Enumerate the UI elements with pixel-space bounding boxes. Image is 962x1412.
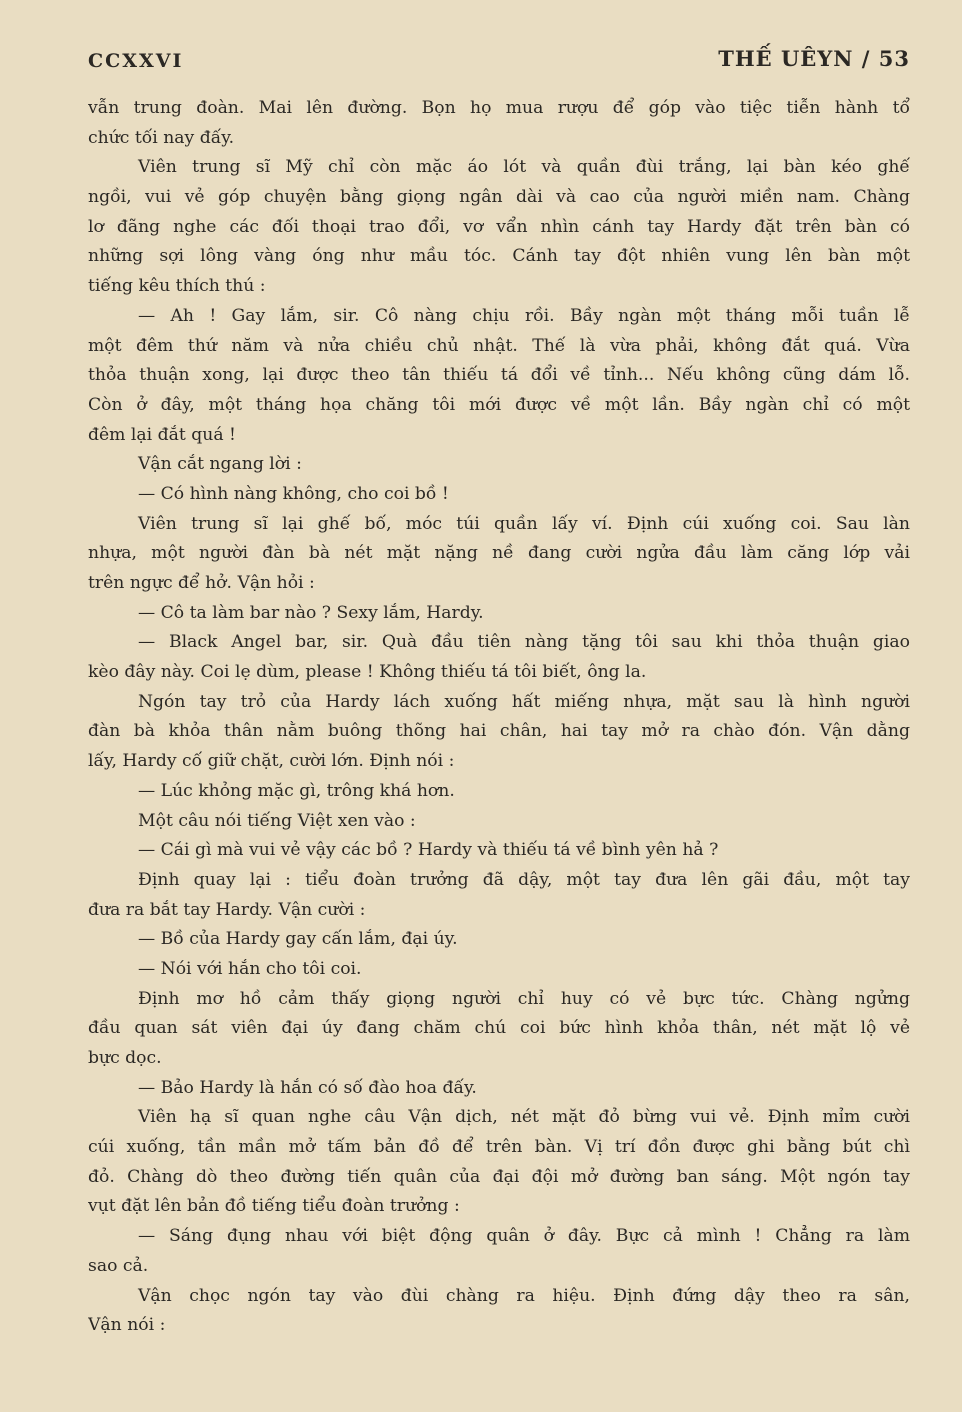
text-line: những sợi lông vàng óng như mầu tóc. Cánh tay đột nhiên vung lên bàn một: [88, 246, 910, 267]
body-text: [88, 94, 910, 1341]
text-line: kèo đây này. Coi lẹ dùm, please ! Không thiếu tá tôi biết, ông la.: [88, 662, 647, 683]
text-line: nhựa, một người đàn bà nét mặt nặng nề đang cười ngửa đầu làm căng lớp vải: [88, 543, 910, 564]
text-line: đỏ. Chàng dò theo đường tiến quân của đại đội mở đường ban sáng. Một ngón tay: [88, 1166, 910, 1187]
text-line: chức tối nay đấy.: [88, 127, 235, 148]
text-line: lơ đãng nghe các đối thoại trao đổi, vơ vẩn nhìn cánh tay Hardy đặt trên bàn có: [88, 216, 910, 237]
text-line: Vận nói :: [88, 1315, 166, 1336]
text-line: cúi xuống, tần mần mở tấm bản đồ để trên bàn. Vị trí đồn được ghi bằng bút chì: [88, 1137, 910, 1158]
text-line: Định quay lại : tiểu đoàn trưởng đã dậy, một tay đưa lên gãi đầu, một tay: [138, 869, 910, 890]
text-line: một đêm thứ năm và nửa chiều chủ nhật. Thế là vừa phải, không đắt quá. Vừa: [88, 335, 910, 356]
text-line: — Ah ! Gay lắm, sir. Cô nàng chịu rồi. Bầy ngàn một tháng mỗi tuần lễ: [138, 305, 910, 326]
text-line: — Sáng đụng nhau với biệt động quân ở đây. Bực cả mình ! Chẳng ra làm: [138, 1226, 910, 1247]
text-line: Vận cắt ngang lời :: [138, 454, 302, 475]
chapter-number: CCXXVI: [88, 50, 184, 72]
text-line: tiếng kêu thích thú :: [88, 276, 266, 297]
text-line: — Bồ của Hardy gay cấn lắm, đại úy.: [138, 929, 458, 950]
text-line: Ngón tay trỏ của Hardy lách xuống hất miếng nhựa, mặt sau là hình người: [138, 691, 910, 712]
text-line: ngồi, vui vẻ góp chuyện bằng giọng ngân dài và cao của người miền nam. Chàng: [88, 187, 910, 208]
text-line: thỏa thuận xong, lại được theo tân thiếu tá đổi về tỉnh... Nếu không cũng dám lỗ.: [88, 365, 910, 386]
text-line: — Nói với hắn cho tôi coi.: [138, 958, 362, 979]
text-line: — Black Angel bar, sir. Quà đầu tiên nàng tặng tôi sau khi thỏa thuận giao: [138, 632, 910, 653]
text-line: trên ngực để hở. Vận hỏi :: [88, 573, 315, 593]
text-line: Viên trung sĩ Mỹ chỉ còn mặc áo lót và quần đùi trắng, lại bàn kéo ghế: [138, 157, 910, 178]
text-line: đàn bà khỏa thân nằm buông thõng hai chân, hai tay mở ra chào đón. Vận dằng: [88, 721, 910, 742]
text-line: vụt đặt lên bản đồ tiếng tiểu đoàn trưởng :: [88, 1196, 460, 1217]
text-line: — Bảo Hardy là hắn có số đào hoa đấy.: [138, 1077, 477, 1098]
text-line: sao cả.: [88, 1255, 149, 1276]
text-line: đưa ra bắt tay Hardy. Vận cười :: [88, 899, 366, 920]
text-line: Viên trung sĩ lại ghế bố, móc túi quần lấy ví. Định cúi xuống coi. Sau làn: [138, 513, 910, 534]
text-line: Định mơ hồ cảm thấy giọng người chỉ huy có vẻ bực tức. Chàng ngửng: [138, 988, 910, 1009]
text-line: lấy, Hardy cố giữ chặt, cười lớn. Định nói :: [88, 751, 455, 772]
running-title: THẾ UÊYN / 53: [718, 46, 910, 71]
text-line: Viên hạ sĩ quan nghe câu Vận dịch, nét mặt đỏ bừng vui vẻ. Định mỉm cười: [138, 1107, 910, 1128]
text-line: vẫn trung đoàn. Mai lên đường. Bọn họ mua rượu để góp vào tiệc tiễn hành tổ: [88, 98, 910, 118]
text-line: — Lúc khỏng mặc gì, trông khá hơn.: [138, 780, 455, 801]
page-header: [88, 44, 910, 80]
text-line: — Cái gì mà vui vẻ vậy các bồ ? Hardy và thiếu tá về bình yên hả ?: [138, 840, 719, 861]
text-line: — Có hình nàng không, cho coi bồ !: [138, 483, 449, 504]
text-line: Còn ở đây, một tháng họa chăng tôi mới được về một lần. Bầy ngàn chỉ có một: [88, 394, 910, 415]
text-line: Một câu nói tiếng Việt xen vào :: [138, 810, 416, 831]
text-line: bực dọc.: [88, 1048, 162, 1068]
text-line: đêm lại đắt quá !: [88, 424, 236, 445]
text-line: đầu quan sát viên đại úy đang chăm chú coi bức hình khỏa thân, nét mặt lộ vẻ: [88, 1018, 910, 1039]
text-line: Vận chọc ngón tay vào đùi chàng ra hiệu. Định đứng dậy theo ra sân,: [138, 1285, 910, 1306]
text-line: — Cô ta làm bar nào ? Sexy lắm, Hardy.: [138, 602, 484, 623]
